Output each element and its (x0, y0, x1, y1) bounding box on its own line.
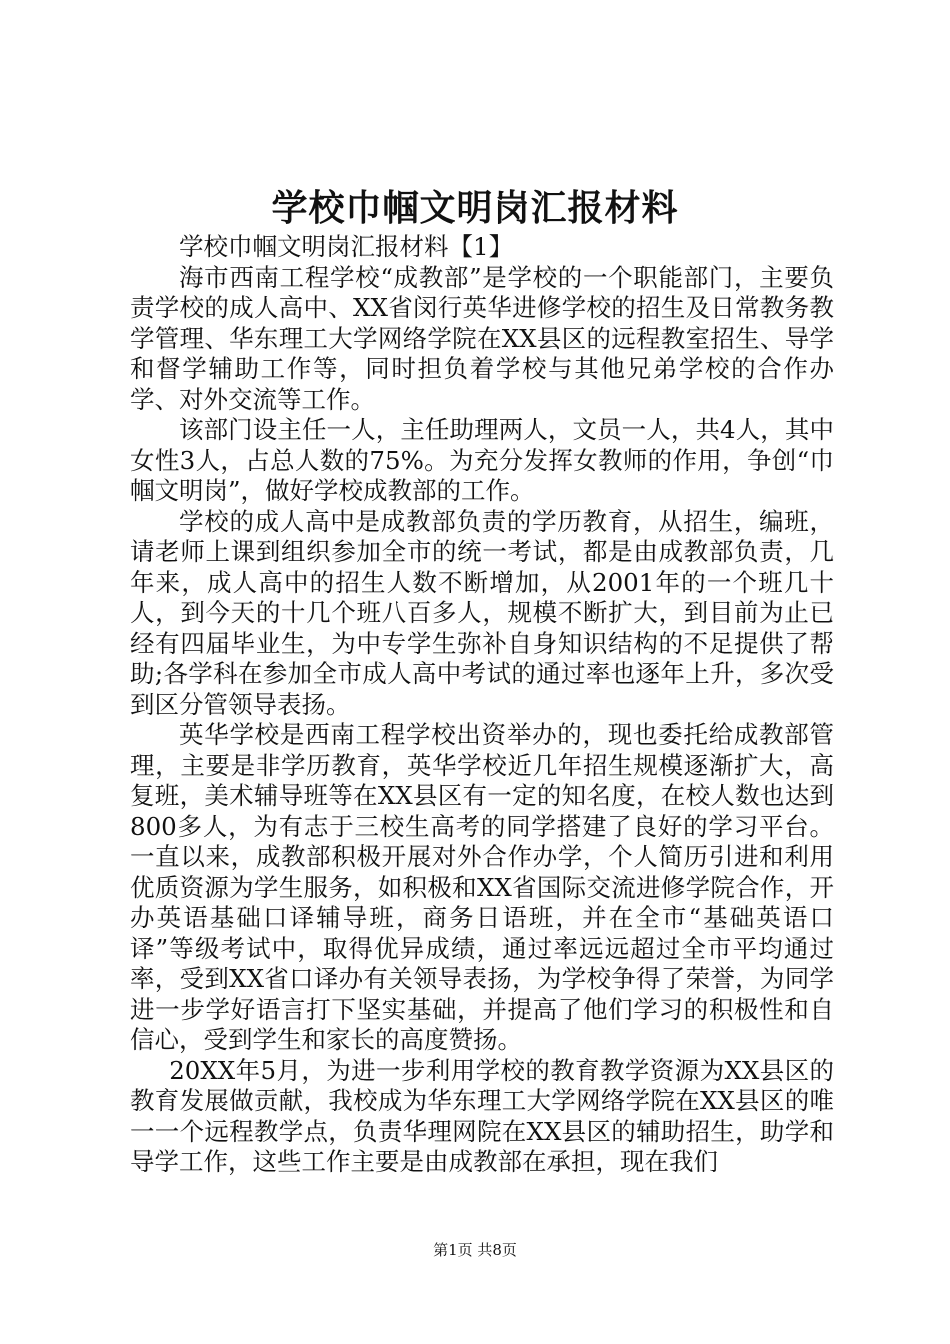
paragraph-2: 该部门设主任一人，主任助理两人，文员一人，共4人，其中女性3人，占总人数的75%。为充分发挥女教师的作用，争创“巾帼文明岗”，做好学校成教部的工作。 (130, 415, 834, 505)
paragraph-5: 20XX年5月，为进一步利用学校的教育教学资源为XX县区的教育发展做贡献，我校成为华东理工大学网络学院在XX县区的唯一一个远程教学点，负责华理网院在XX县区的辅助招生，助学和导学工作，这些工作主要是由成教部在承担，现在我们 (130, 1055, 834, 1176)
paragraph-4: 英华学校是西南工程学校出资举办的，现也委托给成教部管理，主要是非学历教育，英华学校近几年招生规模逐渐扩大，高复班，美术辅导班等在XX县区有一定的知名度，在校人数也达到800多人，为有志于三校生高考的同学搭建了良好的学习平台。一直以来，成教部积极开展对外合作办学，个人简历引进和利用优质资源为学生服务，如积极和XX省国际交流进修学院合作，开办英语基础口译辅导班，商务日语班，并在全市“基础英语口译”等级考试中，取得优异成绩，通过率远远超过全市平均通过率，受到XX省口译办有关领导表扬，为学校争得了荣誉，为同学进一步学好语言打下坚实基础，并提高了他们学习的积极性和自信心，受到学生和家长的高度赞扬。 (130, 720, 834, 1054)
document-body (130, 232, 834, 1178)
page-footer: 第1页 共8页 (433, 1241, 517, 1259)
document-title: 学校巾帼文明岗汇报材料 (271, 187, 679, 229)
paragraph-3: 学校的成人高中是成教部负责的学历教育，从招生，编班，请老师上课到组织参加全市的统一考试，都是由成教部负责，几年来，成人高中的招生人数不断增加，从2001年的一个班几十人，到今天的十几个班八百多人，规模不断扩大，到目前为止已经有四届毕业生，为中专学生弥补自身知识结构的不足提供了帮助;各学科在参加全市成人高中考试的通过率也逐年上升，多次受到区分管领导表扬。 (130, 506, 834, 719)
paragraph-1: 海市西南工程学校“成教部”是学校的一个职能部门，主要负责学校的成人高中、XX省闵行英华进修学校的招生及日常教务教学管理、华东理工大学网络学院在XX县区的远程教室招生、导学和督学辅助工作等，同时担负着学校与其他兄弟学校的合作办学、对外交流等工作。 (130, 262, 834, 414)
paragraph-subtitle: 学校巾帼文明岗汇报材料【1】 (179, 232, 514, 261)
